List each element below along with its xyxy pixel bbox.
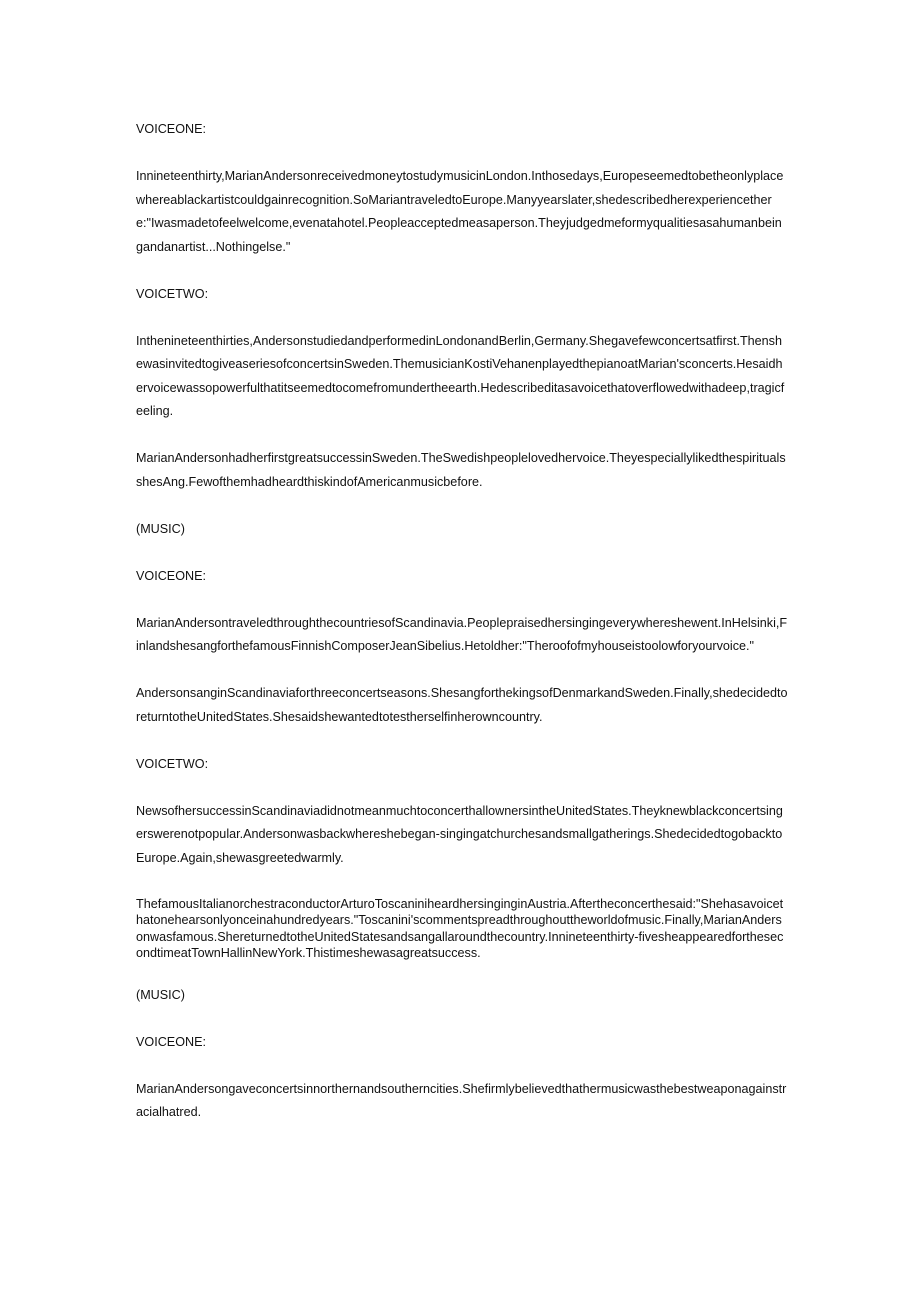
paragraph: MarianAndersonhadherfirstgreatsuccessinSweden.TheSwedishpeoplelovedhervoice.TheyespeciallylikedthespiritualsshesAng.FewofthemhadheardthiskindofAmericanmusicbefore. bbox=[136, 451, 786, 489]
paragraph: MarianAndersongaveconcertsinnorthernandsoutherncities.Shefirmlybelievedthathermusicwasthebestweaponagainstracialhatred. bbox=[136, 1081, 787, 1119]
paragraph: ThefamousItalianorchestraconductorArturoToscaniniheardhersinginginAustria.Aftertheconcerthesaid:"Shehasavoicethatonehearsonlyonceinahundredyears."Toscanini'scommentspreadthroughouttheworldofmusic.Finally,MarianAndersonwasfamous.ShereturnedtotheUnitedStatesandsangallaroundthecountry.Innineteenthirty-fivesheappearedforthesecondtimeatTownHallinNewYork.Thistimeshewasagreatsuccess. bbox=[136, 896, 784, 960]
speaker-label: VOICETWO: bbox=[136, 286, 209, 301]
speaker-label: VOICEONE: bbox=[136, 122, 206, 136]
paragraph: Inthenineteenthirties,AndersonstudiedandperformedinLondonandBerlin,Germany.Shegavefewconcertsatfirst.ThenshewasinvitedtogiveaseriesofconcertsinSweden.ThemusicianKostiVehanenplayedthepianoatMarian'sconcerts.Hesaidhervoicewassopowerfulthatitseemedtocomefromundertheearth.Hedescribeditasavoicethatoverflowedwithadeep,tragicfeeling. bbox=[136, 333, 785, 418]
stage-direction: (MUSIC) bbox=[136, 521, 185, 536]
paragraph: Innineteenthirty,MarianAndersonreceivedmoneytostudymusicinLondon.Inthosedays,Europeseemedtobetheonlyplacewhereablackartistcouldgainrecognition.SoMariantraveledtoEurope.Manyyearslater,shedescribedherexperiencethere:"Iwasmadetofeelwelcome,evenatahotel.Peopleacceptedmeasaperson.Theyjudgedmeformyqualitiesasahumanbeingandanartist...Nothingelse." bbox=[136, 169, 784, 254]
speaker-label: VOICEONE: bbox=[136, 1034, 206, 1049]
speaker-label: VOICETWO: bbox=[136, 756, 209, 771]
paragraph: MarianAndersontraveledthroughthecountriesofScandinavia.Peoplepraisedhersingingeverywhereshewent.InHelsinki,FinlandshesangforthefamousFinnishComposerJeanSibelius.Hetoldher:"Theroofofmyhouseistoolowforyourvoice." bbox=[136, 615, 788, 653]
stage-direction: (MUSIC) bbox=[136, 987, 185, 1002]
paragraph: AndersonsanginScandinaviaforthreeconcertseasons.ShesangforthekingsofDenmarkandSweden.Finally,shedecidedtoreturntotheUnitedStates.Shesaidshewantedtotestherselfinherowncountry. bbox=[136, 686, 788, 724]
paragraph: NewsofhersuccessinScandinaviadidnotmeanmuchtoconcerthallownersintheUnitedStates.Theyknewblackconcertsingerswerenotpopular.Andersonwasbackwhereshebegan-singingatchurchesandsmallgatherings.ShedecidedtogobacktoEurope.Again,shewasgreetedwarmly. bbox=[136, 803, 783, 865]
speaker-label: VOICEONE: bbox=[136, 568, 206, 583]
document-page bbox=[136, 118, 788, 1125]
